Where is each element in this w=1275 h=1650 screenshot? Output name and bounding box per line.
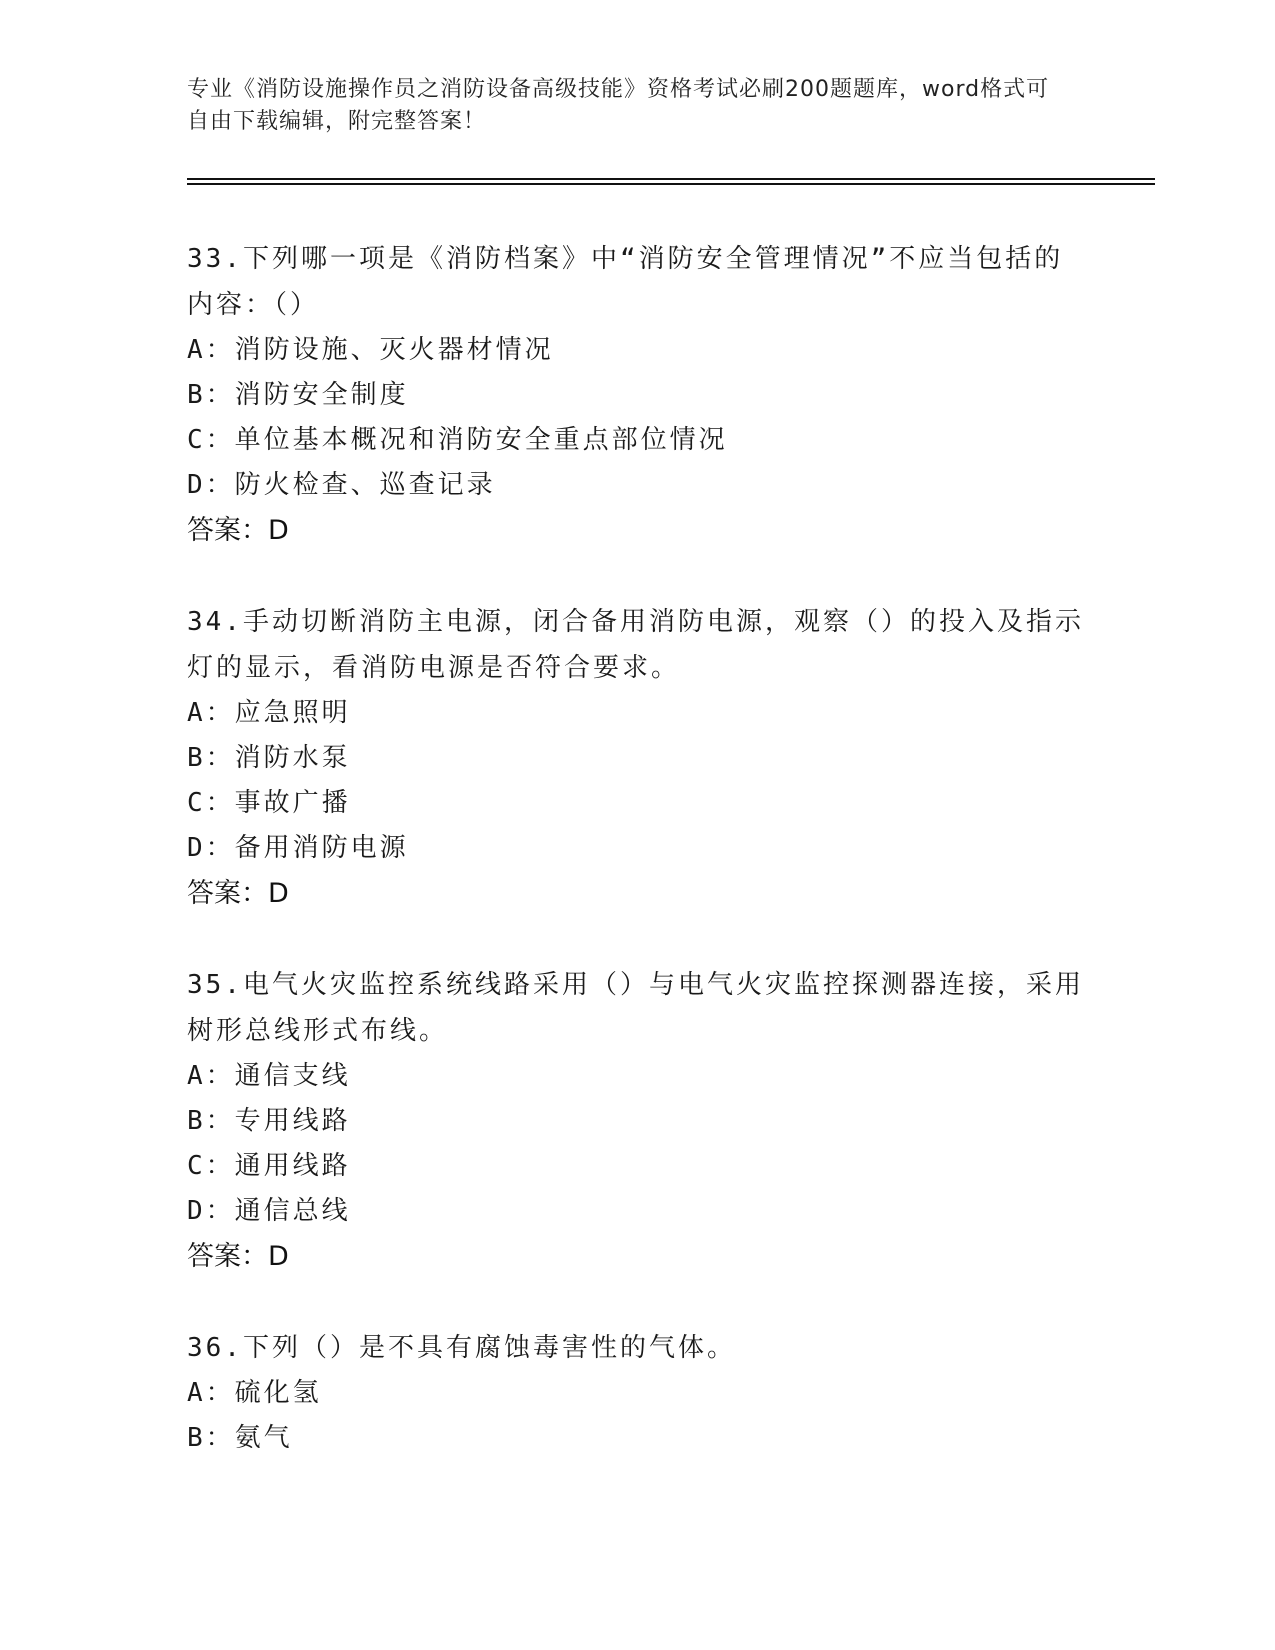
option-a: A：消防设施、灭火器材情况 [187, 335, 554, 365]
question-34 [187, 599, 1087, 917]
answer: 答案：D [187, 515, 289, 546]
document-header-description: 专业《消防设施操作员之消防设备高级技能》资格考试必刷200题题库，word格式可自由下载编辑，附完整答案！ [187, 77, 1050, 134]
question-stem: 35.电气火灾监控系统线路采用（）与电气火灾监控探测器连接，采用树形总线形式布线。 [187, 970, 1084, 1046]
question-stem: 33.下列哪一项是《消防档案》中“消防安全管理情况”不应当包括的内容：（） [187, 244, 1064, 320]
option-a: A：应急照明 [187, 698, 351, 728]
option-a: A：通信支线 [187, 1061, 351, 1091]
header-divider-bottom [187, 183, 1155, 185]
option-d: D：备用消防电源 [187, 833, 409, 863]
question-35 [187, 962, 1087, 1280]
option-d: D：通信总线 [187, 1196, 351, 1226]
option-b: B：消防安全制度 [187, 380, 409, 410]
answer: 答案：D [187, 1241, 289, 1272]
option-b: B：专用线路 [187, 1106, 351, 1136]
option-c: C：通用线路 [187, 1151, 351, 1181]
option-a: A：硫化氢 [187, 1378, 322, 1408]
option-c: C：事故广播 [187, 788, 351, 818]
header-divider-top [187, 178, 1155, 180]
question-33 [187, 236, 1087, 554]
question-36 [187, 1325, 1087, 1461]
question-stem: 34.手动切断消防主电源，闭合备用消防电源，观察（）的投入及指示灯的显示，看消防电源是否符合要求。 [187, 607, 1084, 683]
question-list [187, 236, 1087, 1506]
option-c: C：单位基本概况和消防安全重点部位情况 [187, 425, 728, 455]
question-stem: 36.下列（）是不具有腐蚀毒害性的气体。 [187, 1333, 736, 1363]
option-b: B：消防水泵 [187, 743, 351, 773]
option-d: D：防火检查、巡查记录 [187, 470, 496, 500]
option-b: B：氨气 [187, 1423, 293, 1453]
answer: 答案：D [187, 878, 289, 909]
